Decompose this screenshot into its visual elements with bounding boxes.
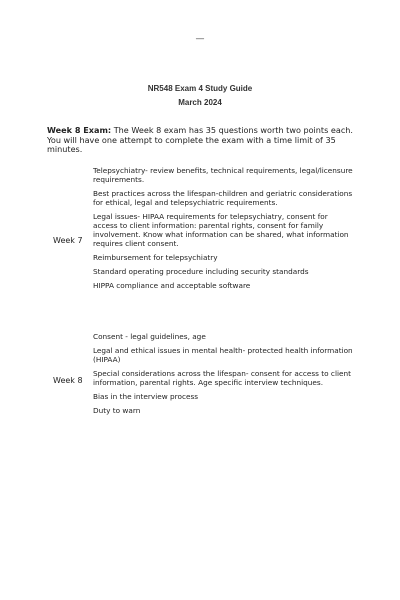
topic-item: Duty to warn — [93, 406, 141, 415]
topic-item: HIPPA compliance and acceptable software — [93, 281, 251, 290]
week-8-topics — [93, 332, 353, 420]
header-dash: — — [195, 34, 205, 44]
topic-item: Legal issues- HIPAA requirements for telepsychiatry, consent for access to client information: parental rights, consent for family involvement. Know what information can be shared, what information requires client consent. — [93, 212, 349, 248]
week-7-label: Week 7 — [53, 236, 83, 245]
exam-intro-lead: Week 8 Exam: — [47, 125, 112, 135]
topic-item: Telepsychiatry- review benefits, technical requirements, legal/licensure requirements. — [93, 166, 353, 184]
topic-item: Consent - legal guidelines, age — [93, 332, 206, 341]
topic-item: Standard operating procedure including security standards — [93, 267, 309, 276]
week-8-label: Week 8 — [53, 376, 83, 385]
document-date: March 2024 — [178, 98, 222, 107]
topic-item: Reimbursement for telepsychiatry — [93, 253, 218, 262]
exam-intro — [47, 126, 357, 155]
topic-item: Bias in the interview process — [93, 392, 199, 401]
topic-item: Legal and ethical issues in mental health- protected health information (HIPAA) — [93, 346, 353, 364]
week-7-topics — [93, 166, 353, 295]
document-title: NR548 Exam 4 Study Guide — [147, 84, 253, 93]
topic-item: Best practices across the lifespan-children and geriatric considerations for ethical, legal and telepsychiatric requirements. — [93, 189, 353, 207]
title-block — [0, 82, 400, 110]
topic-item: Special considerations across the lifespan- consent for access to client information, parental rights. Age specific interview techniques. — [93, 369, 351, 387]
week-7-section — [47, 166, 353, 311]
exam-intro-text: The Week 8 exam has 35 questions worth two points each. You will have one attempt to complete the exam with a time limit of 35 minutes. — [47, 125, 353, 155]
week-8-section — [47, 332, 353, 437]
